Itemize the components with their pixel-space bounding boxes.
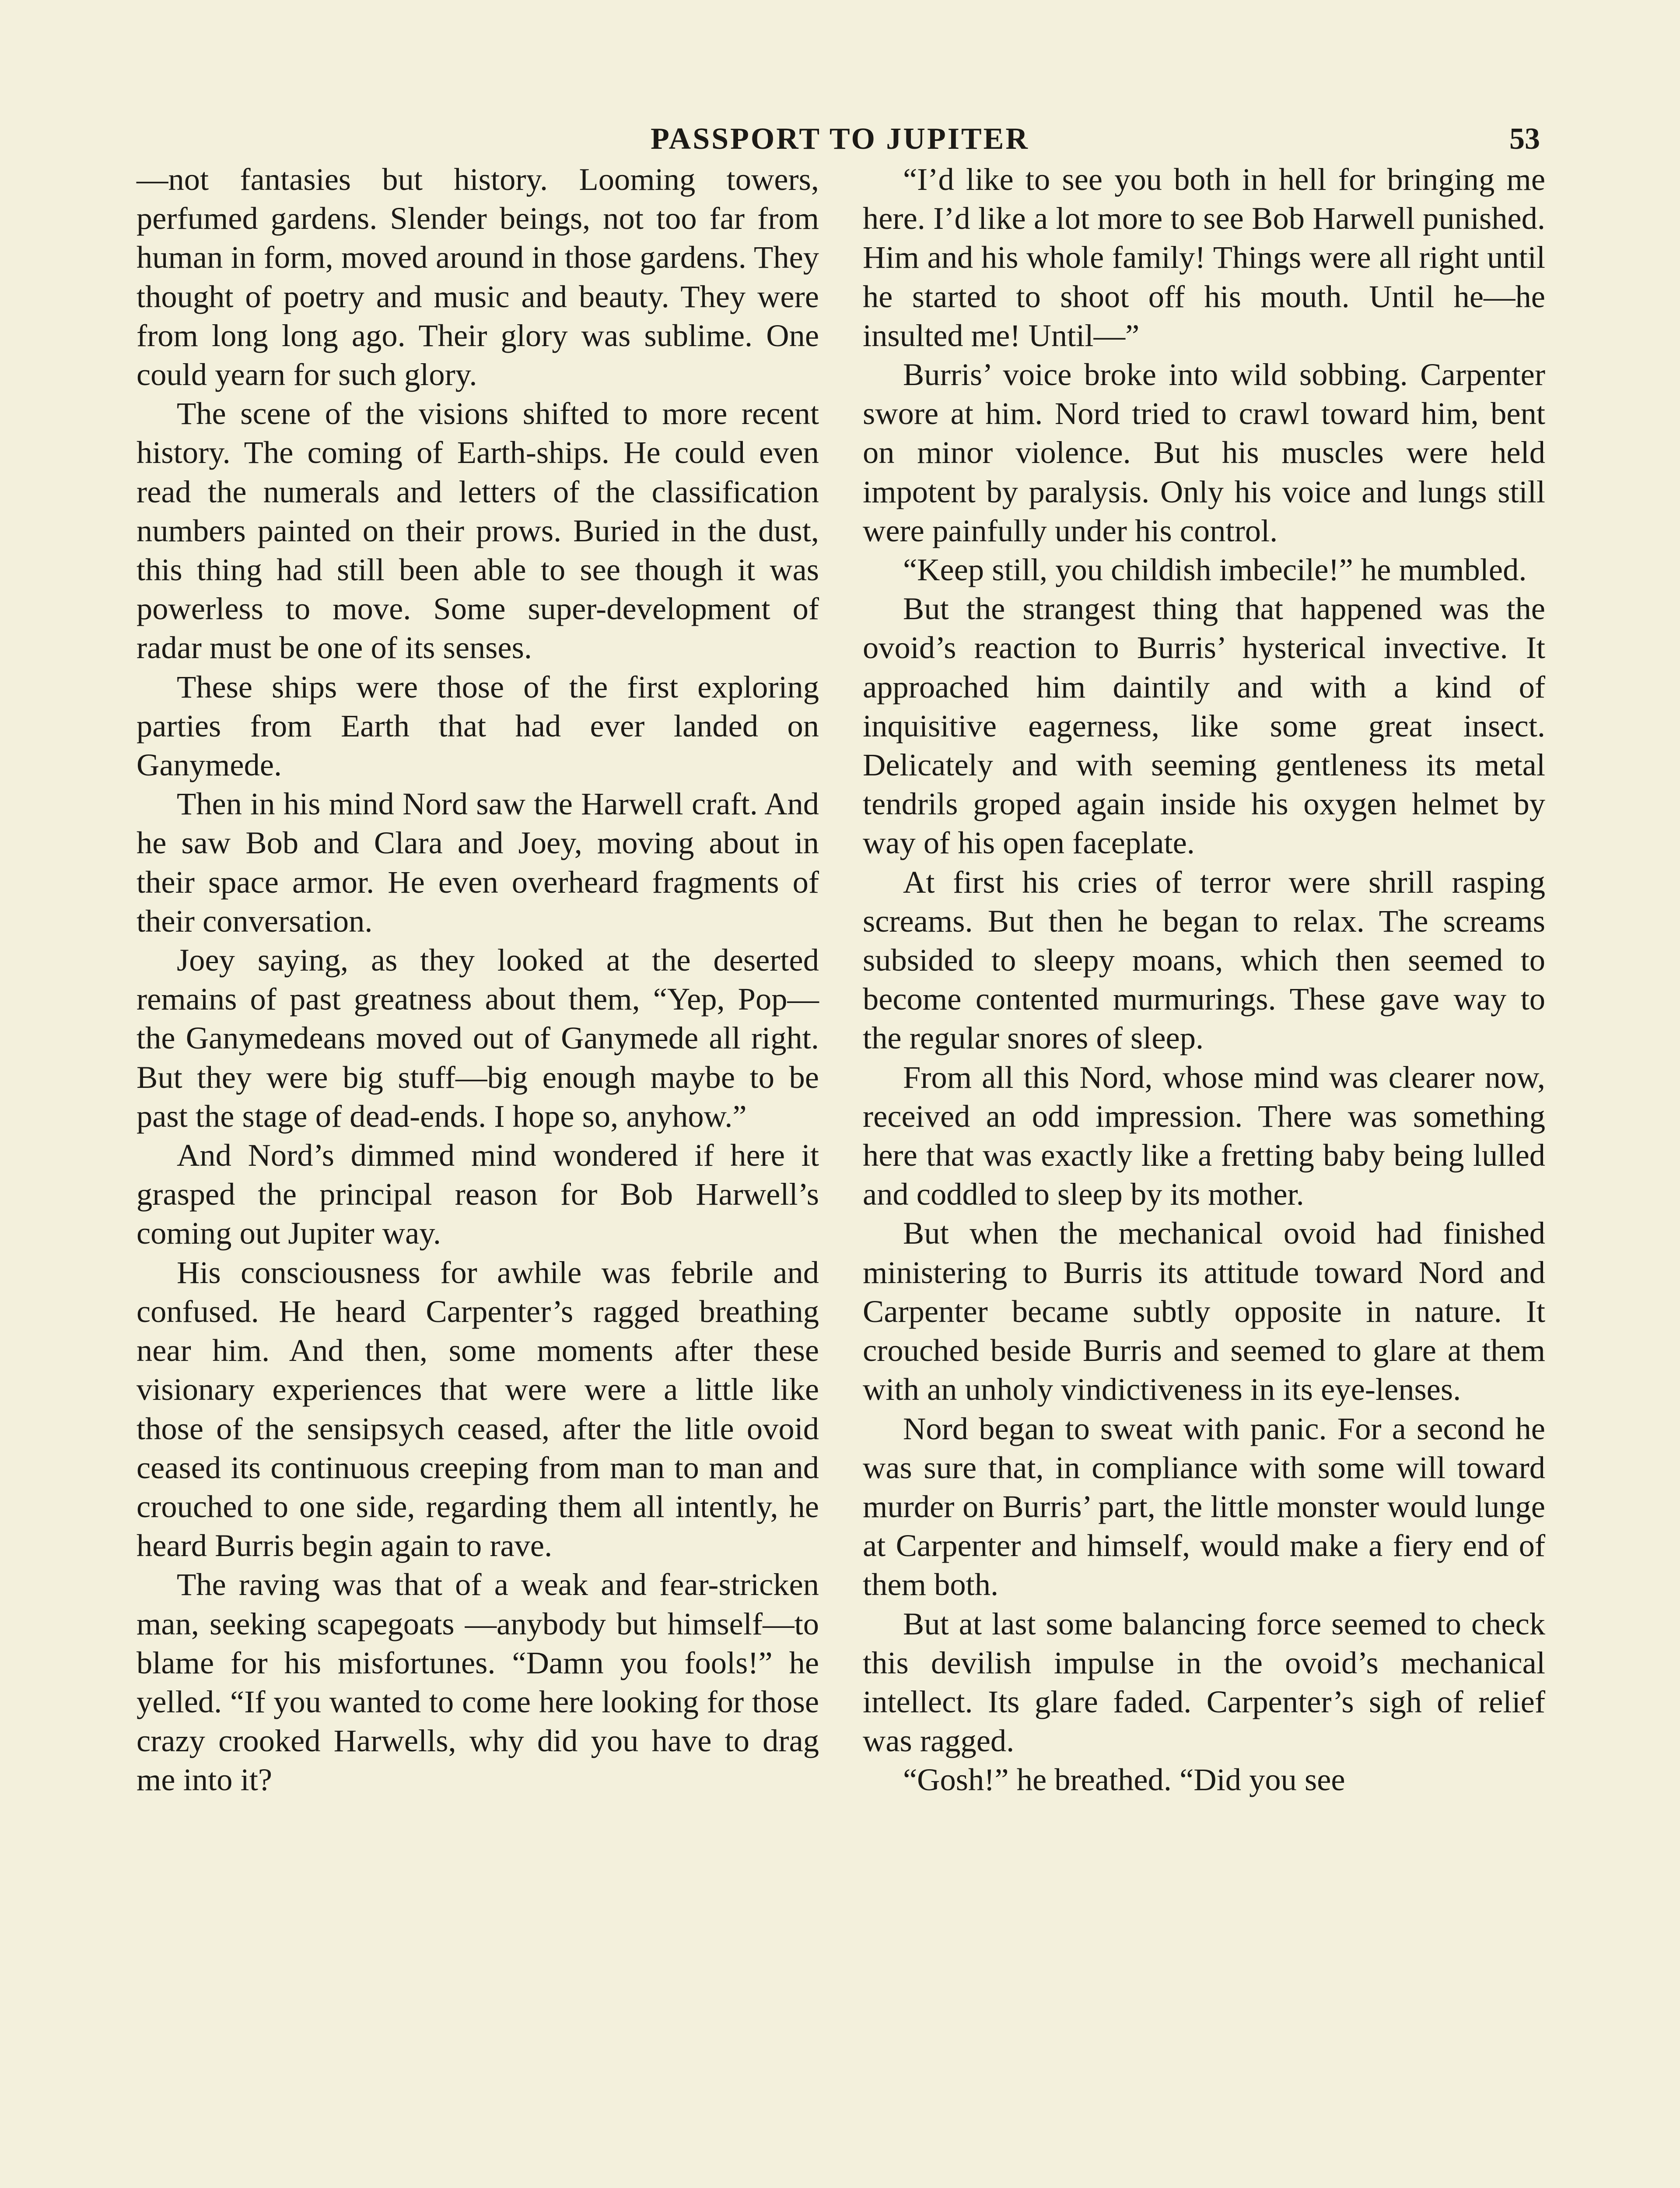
paragraph: But at last some balancing force seemed to check this devilish impulse in the ovoid’s mechanical intellect. Its glare faded. Carpenter’s sigh of relief was ragged. (863, 1606, 1545, 1759)
right-column (863, 160, 1545, 1799)
paragraph: And Nord’s dimmed mind wondered if here it grasped the principal reason for Bob Harwell’s coming out Jupiter way. (136, 1137, 819, 1251)
paragraph: But the strangest thing that happened was the ovoid’s reaction to Burris’ hysterical invective. It approached him daintily and with a kind of inquisitive eagerness, like some great insect. Delicately and with seeming gentleness its metal tendrils groped again inside his oxygen helmet by way of his open faceplate. (863, 591, 1545, 861)
running-title: PASSPORT TO JUPITER (651, 122, 1029, 156)
paragraph: His consciousness for awhile was febrile and confused. He heard Carpenter’s ragged breathing near him. And then, some moments after these visionary experiences that were were a little like those of the sensipsych ceased, after the litle ovoid ceased its continuous creeping from man to man and crouched to one side, regarding them all intently, he heard Burris begin again to rave. (136, 1254, 819, 1564)
paragraph: Then in his mind Nord saw the Harwell craft. And he saw Bob and Clara and Joey, moving about in their space armor. He even overheard fragments of their conversation. (136, 786, 819, 939)
paragraph: But when the mechanical ovoid had finished ministering to Burris its attitude toward Nord and Carpenter became subtly opposite in nature. It crouched beside Burris and seemed to glare at them with an unholy vindictiveness in its eye-lenses. (863, 1215, 1545, 1407)
paragraph: Nord began to sweat with panic. For a second he was sure that, in compliance with some will toward murder on Burris’ part, the little monster would lunge at Carpenter and himself, would make a fiery end of them both. (863, 1410, 1545, 1602)
paragraph: —not fantasies but history. Looming towers, perfumed gardens. Slender beings, not too far from human in form, moved around in those gardens. They thought of poetry and music and beauty. They were from long long ago. Their glory was sublime. One could yearn for such glory. (136, 161, 819, 393)
paragraph: The scene of the visions shifted to more recent history. The coming of Earth-ships. He could even read the numerals and letters of the classification numbers painted on their prows. Buried in the dust, this thing had still been able to see though it was powerless to move. Some super-development of radar must be one of its senses. (136, 396, 819, 666)
paragraph: At first his cries of terror were shrill rasping screams. But then he began to relax. The screams subsided to sleepy moans, which then seemed to become contented murmurings. These gave way to the regular snores of sleep. (863, 864, 1545, 1056)
running-head (0, 117, 1680, 161)
paragraph: “I’d like to see you both in hell for bringing me here. I’d like a lot more to see Bob Harwell punished. Him and his whole family! Things were all right until he started to shoot off his mouth. Until he—he insulted me! Until—” (863, 161, 1545, 353)
paragraph: “Gosh!” he breathed. “Did you see (903, 1762, 1345, 1798)
page-number: 53 (1509, 122, 1540, 156)
paragraph: Joey saying, as they looked at the deserted remains of past greatness about them, “Yep, Pop—the Ganymedeans moved out of Ganymede all right. But they were big stuff—big enough maybe to be past the stage of dead-ends. I hope so, anyhow.” (136, 942, 819, 1134)
paragraph: “Keep still, you childish imbecile!” he mumbled. (903, 552, 1527, 588)
paragraph: From all this Nord, whose mind was clearer now, received an odd impression. There was something here that was exactly like a fretting baby being lulled and coddled to sleep by its mother. (863, 1059, 1545, 1212)
paragraph: These ships were those of the first exploring parties from Earth that had ever landed on Ganymede. (136, 669, 819, 783)
left-column (136, 160, 819, 1799)
paragraph: The raving was that of a weak and fear-stricken man, seeking scapegoats —anybody but himself—to blame for his misfortunes. “Damn you fools!” he yelled. “If you wanted to come here looking for those crazy crooked Harwells, why did you have to drag me into it? (136, 1567, 819, 1798)
paragraph: Burris’ voice broke into wild sobbing. Carpenter swore at him. Nord tried to crawl toward him, bent on minor violence. But his muscles were held impotent by paralysis. Only his voice and lungs still were painfully under his control. (863, 357, 1545, 548)
